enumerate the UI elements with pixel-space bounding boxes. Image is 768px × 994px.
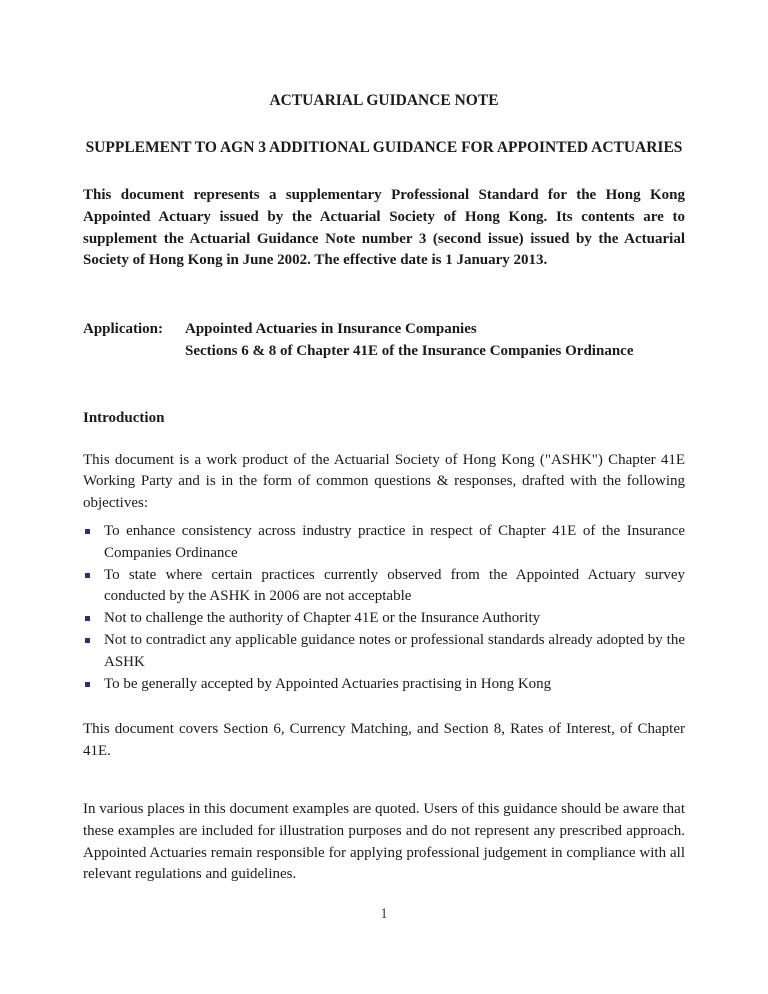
- list-item-text: To state where certain practices currently observed from the Appointed Actuary survey conducted by the ASHK in 2006 are not acceptable: [104, 566, 685, 605]
- list-item: [83, 565, 685, 609]
- list-item: [83, 608, 685, 630]
- objectives-list: [83, 521, 685, 695]
- application-values: [185, 319, 685, 363]
- covers-paragraph: This document covers Section 6, Currency Matching, and Section 8, Rates of Interest, of Chapter 41E.: [83, 721, 685, 760]
- preamble-paragraph: This document represents a supplementary Professional Standard for the Hong Kong Appointed Actuary issued by the Actuarial Society of Hong Kong. Its contents are to supplement the Actuarial Guidance Note number 3 (second issue) issued by the Actuarial Society of Hong Kong in June 2002. The effective date is 1 January 2013.: [83, 187, 685, 269]
- application-line-1: Appointed Actuaries in Insurance Companies: [185, 321, 477, 338]
- application-block: [83, 319, 685, 363]
- application-label: Application:: [83, 321, 164, 338]
- doc-subtitle: SUPPLEMENT TO AGN 3 ADDITIONAL GUIDANCE FOR APPOINTED ACTUARIES: [85, 139, 683, 156]
- bullet-square-icon: [85, 638, 90, 643]
- introduction-paragraph: This document is a work product of the Actuarial Society of Hong Kong ("ASHK") Chapter 41E Working Party and is in the form of common questions & responses, drafted with the following objectives:: [83, 451, 685, 512]
- examples-paragraph: In various places in this document examples are quoted. Users of this guidance should be aware that these examples are included for illustration purposes and do not represent any prescribed approach. Appointed Actuaries remain responsible for applying professional judgement in compliance with all relevant regulations and guidelines.: [83, 800, 685, 883]
- bullet-square-icon: [85, 616, 90, 621]
- bullet-square-icon: [85, 573, 90, 578]
- application-line-2: Sections 6 & 8 of Chapter 41E of the Insurance Companies Ordinance: [185, 342, 634, 359]
- section-heading-introduction: Introduction: [83, 409, 165, 426]
- list-item: [83, 674, 685, 696]
- list-item-text: Not to challenge the authority of Chapter 41E or the Insurance Authority: [104, 610, 541, 627]
- list-item-text: To be generally accepted by Appointed Actuaries practising in Hong Kong: [104, 675, 552, 692]
- list-item: [83, 630, 685, 674]
- bullet-square-icon: [85, 529, 90, 534]
- list-item-text: To enhance consistency across industry practice in respect of Chapter 41E of the Insurance Companies Ordinance: [104, 522, 685, 561]
- list-item: [83, 521, 685, 565]
- bullet-square-icon: [85, 682, 90, 687]
- list-item-text: Not to contradict any applicable guidance notes or professional standards already adopted by the ASHK: [104, 631, 685, 670]
- doc-title: ACTUARIAL GUIDANCE NOTE: [269, 92, 499, 109]
- page-number: 1: [380, 906, 388, 922]
